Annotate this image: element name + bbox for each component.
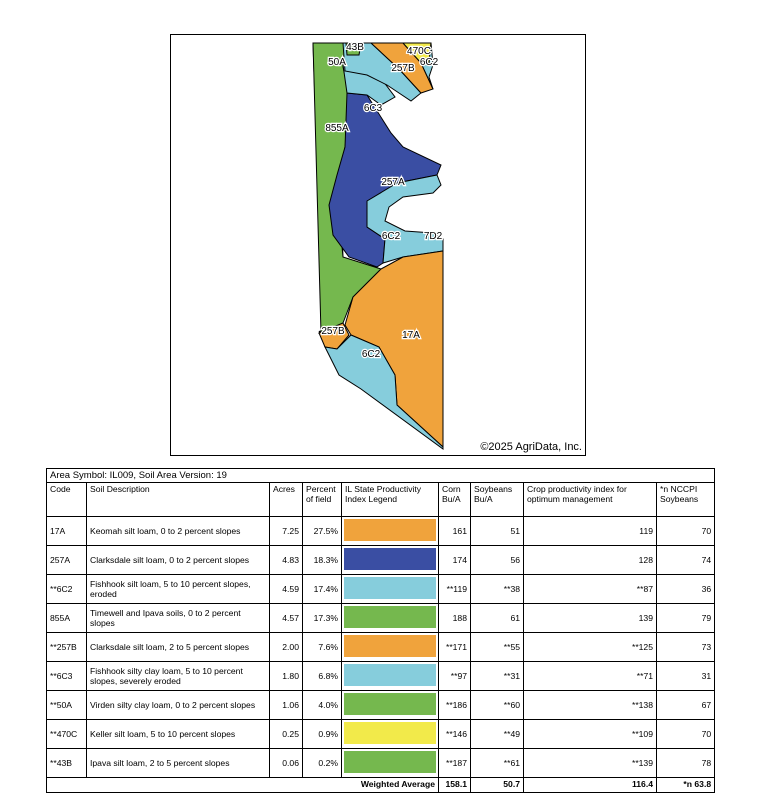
cell-corn: **146 xyxy=(439,720,471,749)
copyright-text: ©2025 AgriData, Inc. xyxy=(480,441,582,453)
cell-nccpi: 70 xyxy=(657,720,715,749)
weighted-cpi: 116.4 xyxy=(524,778,657,793)
cell-cpi: 128 xyxy=(524,546,657,575)
weighted-corn: 158.1 xyxy=(439,778,471,793)
cell-description: Clarksdale silt loam, 0 to 2 percent slopes xyxy=(87,546,270,575)
cell-corn: **119 xyxy=(439,575,471,604)
cell-soybeans: **38 xyxy=(471,575,524,604)
cell-legend xyxy=(342,546,439,575)
col-header-cpi: Crop productivity index for optimum management xyxy=(524,483,657,517)
map-label: 17A xyxy=(402,330,420,341)
cell-cpi: **139 xyxy=(524,749,657,778)
legend-swatch xyxy=(344,635,436,657)
cell-percent: 0.9% xyxy=(303,720,342,749)
header-row xyxy=(47,483,715,517)
cell-corn: **171 xyxy=(439,633,471,662)
cell-nccpi: 74 xyxy=(657,546,715,575)
cell-nccpi: 78 xyxy=(657,749,715,778)
cell-nccpi: 79 xyxy=(657,604,715,633)
cell-description: Fishhook silt loam, 5 to 10 percent slopes, eroded xyxy=(87,575,270,604)
cell-acres: 2.00 xyxy=(270,633,303,662)
cell-legend xyxy=(342,749,439,778)
cell-acres: 1.80 xyxy=(270,662,303,691)
cell-acres: 0.06 xyxy=(270,749,303,778)
cell-percent: 18.3% xyxy=(303,546,342,575)
legend-swatch xyxy=(344,751,436,773)
cell-acres: 4.59 xyxy=(270,575,303,604)
cell-nccpi: 31 xyxy=(657,662,715,691)
legend-swatch xyxy=(344,577,436,599)
col-header-corn: Corn Bu/A xyxy=(439,483,471,517)
table-row xyxy=(47,691,715,720)
cell-code: **470C xyxy=(47,720,87,749)
cell-code: **43B xyxy=(47,749,87,778)
cell-acres: 4.83 xyxy=(270,546,303,575)
col-header-legend: IL State Productivity Index Legend xyxy=(342,483,439,517)
weighted-average-row xyxy=(47,778,715,793)
map-label: 43B xyxy=(346,42,364,53)
cell-corn: 188 xyxy=(439,604,471,633)
map-label: 7D2 xyxy=(423,231,443,242)
map-label: 6C3 xyxy=(363,103,383,114)
table-row xyxy=(47,575,715,604)
cell-nccpi: 67 xyxy=(657,691,715,720)
cell-legend xyxy=(342,662,439,691)
cell-corn: **97 xyxy=(439,662,471,691)
cell-cpi: **109 xyxy=(524,720,657,749)
map-label: 855A xyxy=(325,123,349,134)
cell-cpi: **71 xyxy=(524,662,657,691)
table-row xyxy=(47,633,715,662)
cell-cpi: **125 xyxy=(524,633,657,662)
soil-table xyxy=(46,468,715,793)
cell-soybeans: 56 xyxy=(471,546,524,575)
cell-description: Fishhook silty clay loam, 5 to 10 percent slopes, severely eroded xyxy=(87,662,270,691)
cell-legend xyxy=(342,517,439,546)
cell-soybeans: **31 xyxy=(471,662,524,691)
cell-description: Clarksdale silt loam, 2 to 5 percent slopes xyxy=(87,633,270,662)
legend-swatch xyxy=(344,722,436,744)
map-label: 6C2 xyxy=(381,231,401,242)
legend-swatch xyxy=(344,519,436,541)
soil-rows xyxy=(47,517,715,778)
legend-swatch xyxy=(344,606,436,628)
cell-soybeans: **61 xyxy=(471,749,524,778)
cell-acres: 4.57 xyxy=(270,604,303,633)
legend-swatch xyxy=(344,693,436,715)
table-row xyxy=(47,604,715,633)
cell-soybeans: 51 xyxy=(471,517,524,546)
cell-description: Virden silty clay loam, 0 to 2 percent slopes xyxy=(87,691,270,720)
cell-cpi: 119 xyxy=(524,517,657,546)
map-label: 257B xyxy=(391,63,415,74)
cell-description: Ipava silt loam, 2 to 5 percent slopes xyxy=(87,749,270,778)
cell-acres: 7.25 xyxy=(270,517,303,546)
cell-nccpi: 73 xyxy=(657,633,715,662)
cell-corn: **187 xyxy=(439,749,471,778)
cell-code: 257A xyxy=(47,546,87,575)
cell-legend xyxy=(342,633,439,662)
cell-code: **6C2 xyxy=(47,575,87,604)
weighted-average-label: Weighted Average xyxy=(47,778,439,793)
cell-percent: 7.6% xyxy=(303,633,342,662)
col-header-percent: Percent of field xyxy=(303,483,342,517)
cell-legend xyxy=(342,691,439,720)
table-row xyxy=(47,662,715,691)
cell-corn: **186 xyxy=(439,691,471,720)
col-header-description: Soil Description xyxy=(87,483,270,517)
col-header-code: Code xyxy=(47,483,87,517)
cell-cpi: **87 xyxy=(524,575,657,604)
cell-code: 17A xyxy=(47,517,87,546)
weighted-nccpi: *n 63.8 xyxy=(657,778,715,793)
col-header-soybeans: Soybeans Bu/A xyxy=(471,483,524,517)
map-label: 470C xyxy=(407,46,431,57)
cell-percent: 4.0% xyxy=(303,691,342,720)
cell-legend xyxy=(342,575,439,604)
col-header-acres: Acres xyxy=(270,483,303,517)
area-symbol: Area Symbol: IL009, Soil Area Version: 19 xyxy=(47,469,715,483)
cell-description: Keller silt loam, 5 to 10 percent slopes xyxy=(87,720,270,749)
cell-nccpi: 70 xyxy=(657,517,715,546)
legend-swatch xyxy=(344,664,436,686)
soil-map xyxy=(170,34,586,456)
cell-legend xyxy=(342,720,439,749)
cell-acres: 1.06 xyxy=(270,691,303,720)
cell-percent: 27.5% xyxy=(303,517,342,546)
cell-code: 855A xyxy=(47,604,87,633)
table-row xyxy=(47,517,715,546)
cell-legend xyxy=(342,604,439,633)
col-header-nccpi: *n NCCPI Soybeans xyxy=(657,483,715,517)
cell-acres: 0.25 xyxy=(270,720,303,749)
table-row xyxy=(47,749,715,778)
map-label: 6C2 xyxy=(361,349,381,360)
cell-cpi: **138 xyxy=(524,691,657,720)
map-label: 6C2 xyxy=(419,57,439,68)
cell-code: **257B xyxy=(47,633,87,662)
table-row xyxy=(47,720,715,749)
map-label: 257A xyxy=(381,177,405,188)
cell-percent: 6.8% xyxy=(303,662,342,691)
cell-cpi: 139 xyxy=(524,604,657,633)
cell-percent: 0.2% xyxy=(303,749,342,778)
cell-code: **50A xyxy=(47,691,87,720)
cell-soybeans: **55 xyxy=(471,633,524,662)
soil-table-container xyxy=(46,468,714,793)
soil-map-canvas xyxy=(171,35,586,456)
cell-soybeans: **49 xyxy=(471,720,524,749)
map-label: 257B xyxy=(321,326,345,337)
cell-soybeans: 61 xyxy=(471,604,524,633)
table-row xyxy=(47,546,715,575)
cell-percent: 17.4% xyxy=(303,575,342,604)
cell-nccpi: 36 xyxy=(657,575,715,604)
cell-code: **6C3 xyxy=(47,662,87,691)
cell-soybeans: **60 xyxy=(471,691,524,720)
cell-description: Timewell and Ipava soils, 0 to 2 percent slopes xyxy=(87,604,270,633)
cell-corn: 161 xyxy=(439,517,471,546)
weighted-soybeans: 50.7 xyxy=(471,778,524,793)
area-symbol-row xyxy=(47,469,715,483)
cell-corn: 174 xyxy=(439,546,471,575)
cell-description: Keomah silt loam, 0 to 2 percent slopes xyxy=(87,517,270,546)
legend-swatch xyxy=(344,548,436,570)
map-label: 50A xyxy=(328,57,346,68)
cell-percent: 17.3% xyxy=(303,604,342,633)
